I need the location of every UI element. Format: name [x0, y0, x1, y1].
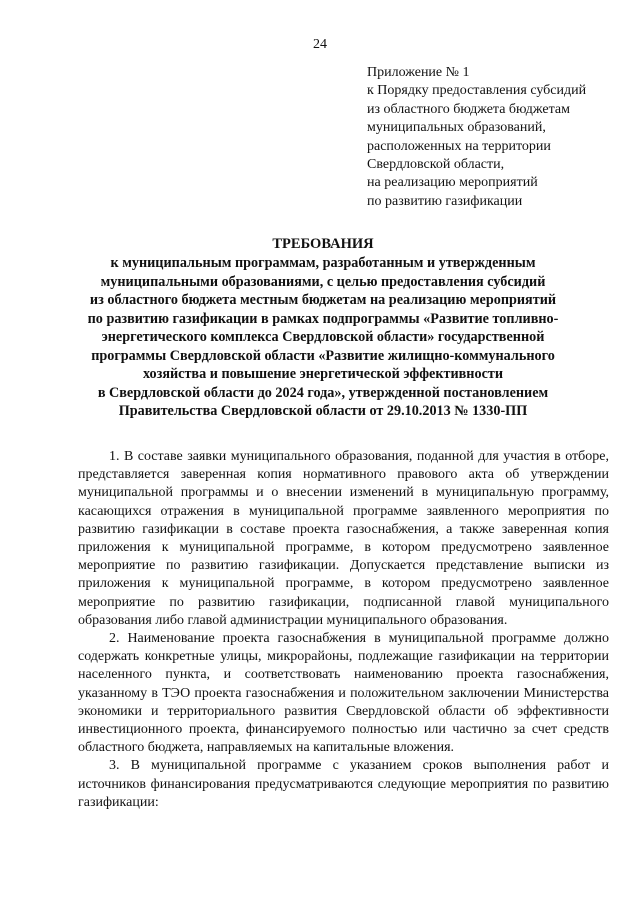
appendix-line: Свердловской области, [367, 157, 505, 173]
paragraph-2: 2. Наименование проекта газоснабжения в муниципальной программе должно содержать конкретные улицы, микрорайоны, подлежащие газификации на территории населенного пункта, и соответствовать наименованию проекта газоснабжения, указанному в ТЭО проекта газоснабжения и положительном заключении Министерства экономики и территориального развития Свердловской области об эффективности инвестиционного проекта, финансируемого полностью или частично за счет средств областного бюджета, направляемых на капитальные вложения. [78, 631, 609, 756]
document-title-block [30, 235, 616, 421]
appendix-line: Приложение № 1 [367, 65, 470, 80]
title-line: энергетического комплекса Свердловской области» государственной [101, 329, 545, 345]
paragraph-1: 1. В составе заявки муниципального образования, поданной для участия в отборе, представляется заверенная копия нормативного правового акта об утверждении муниципальной программы и о внесении изменений в муниципальную программу, касающихся отражения в муниципальной программе заявленного мероприятия по развитию газификации в составе проекта газоснабжения, а также заверенная копия приложения к муниципальной программе, в котором предусмотрено заявленное мероприятие по развитию газификации. Допускается представление выписки из приложения к муниципальной программе, в котором предусмотрено заявленное мероприятие по развитию газификации, подписанной главой муниципального образования либо главой администрации муниципального образования. [78, 449, 609, 628]
title-line: в Свердловской области до 2024 года», утвержденной постановлением [97, 384, 549, 401]
appendix-block [367, 64, 629, 211]
appendix-line: по развитию газификации [367, 193, 523, 209]
title-line: по развитию газификации в рамках подпрограммы «Развитие топливно- [87, 310, 559, 327]
appendix-line: из областного бюджета бюджетам [367, 101, 570, 117]
appendix-line: расположенных на территории [367, 138, 551, 154]
title-line: из областного бюджета местным бюджетам на реализацию мероприятий [89, 292, 557, 308]
appendix-line: к Порядку предоставления субсидий [367, 83, 587, 99]
title-line: муниципальными образованиями, с целью предоставления субсидий [100, 273, 546, 290]
appendix-line: муниципальных образований, [367, 120, 546, 136]
appendix-line: на реализацию мероприятий [367, 175, 538, 191]
title-line: Правительства Свердловской области от 29.10.2013 № 1330-ПП [118, 403, 528, 419]
document-heading: ТРЕБОВАНИЯ [272, 236, 374, 252]
title-line: хозяйства и повышение энергетической эффективности [142, 366, 504, 382]
title-line: к муниципальным программам, разработанным и утвержденным [110, 255, 536, 271]
document-body [78, 448, 609, 812]
page-number: 24 [313, 37, 327, 52]
title-line: программы Свердловской области «Развитие жилищно-коммунального [91, 347, 555, 364]
paragraph-3: 3. В муниципальной программе с указанием сроков выполнения работ и источников финансирования предусматриваются следующие мероприятия по развитию газификации: [78, 758, 609, 810]
